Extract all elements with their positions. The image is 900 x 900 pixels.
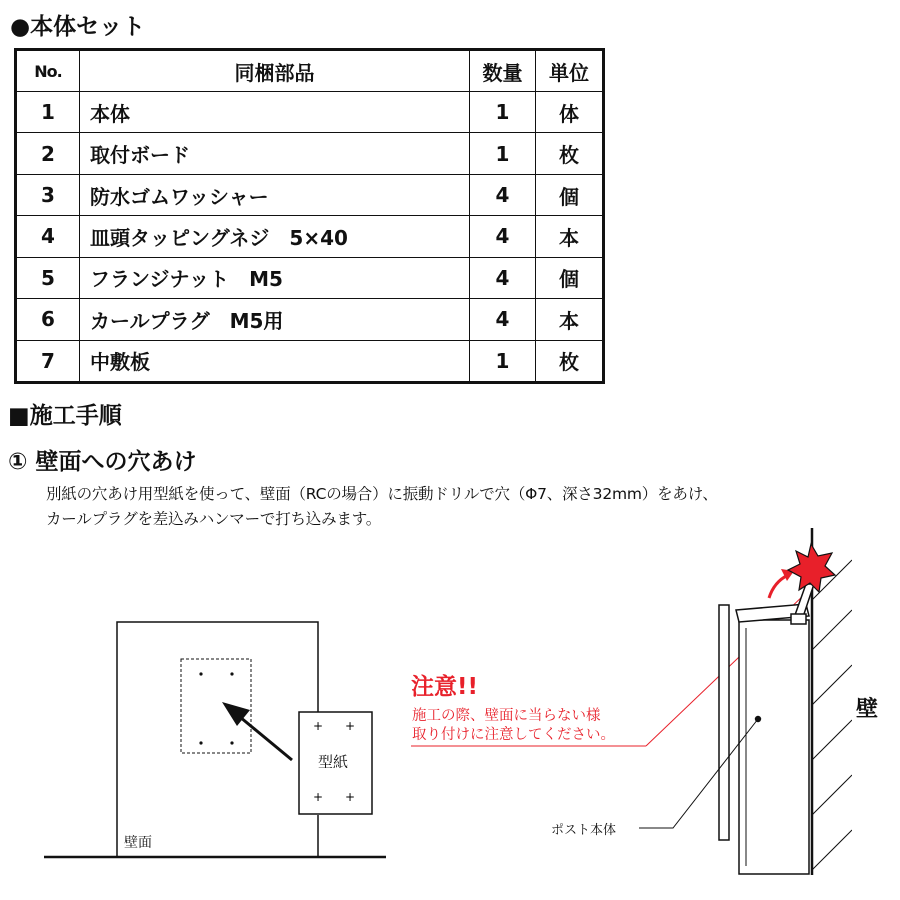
header-no: No. — [16, 50, 80, 92]
row-quantity: 4 — [470, 216, 536, 257]
row-unit: 本 — [536, 216, 604, 257]
procedure-section-title: ■施工手順 — [8, 403, 122, 429]
row-part-name: 防水ゴムワッシャー — [80, 174, 470, 215]
row-quantity: 1 — [470, 340, 536, 382]
drill-hole-mark — [230, 741, 233, 744]
arrow-shaft — [240, 717, 292, 760]
row-unit: 枚 — [536, 133, 604, 174]
row-quantity: 4 — [470, 257, 536, 298]
row-unit: 個 — [536, 174, 604, 215]
row-no: 6 — [16, 299, 80, 340]
row-part-name: フランジナット M5 — [80, 257, 470, 298]
post-drawing — [639, 528, 852, 875]
row-quantity: 1 — [470, 92, 536, 133]
plus-mark: + — [312, 719, 324, 733]
wall-surface-label: 壁面 — [124, 835, 152, 851]
drill-hole-mark — [199, 741, 202, 744]
row-no: 2 — [16, 133, 80, 174]
row-unit: 個 — [536, 257, 604, 298]
row-quantity: 1 — [470, 133, 536, 174]
caution-line2: 取り付けに注意してください。 — [412, 727, 615, 743]
plus-mark: + — [312, 790, 324, 804]
drill-area-dashed — [181, 659, 251, 753]
step1-title: ① 壁面への穴あけ — [8, 449, 197, 475]
row-quantity: 4 — [470, 174, 536, 215]
row-no: 5 — [16, 257, 80, 298]
plus-mark: + — [344, 790, 356, 804]
plus-mark: + — [344, 719, 356, 733]
header-quantity: 数量 — [470, 50, 536, 92]
row-no: 3 — [16, 174, 80, 215]
row-part-name: 中敷板 — [80, 340, 470, 382]
post-body-label: ポスト本体 — [551, 823, 617, 838]
row-unit: 本 — [536, 299, 604, 340]
row-no: 7 — [16, 340, 80, 382]
row-part-name: 取付ボード — [80, 133, 470, 174]
caution-title: 注意!! — [411, 674, 478, 700]
motion-arrow — [769, 575, 788, 598]
header-part-name: 同梱部品 — [80, 50, 470, 92]
row-quantity: 4 — [470, 299, 536, 340]
wall-outline — [117, 622, 318, 857]
step1-description-line2: カールプラグを差込みハンマーで打ち込みます。 — [46, 510, 382, 528]
post-body — [739, 620, 809, 874]
impact-burst-icon — [788, 544, 835, 592]
row-part-name: 本体 — [80, 92, 470, 133]
wall-drawing — [44, 622, 386, 857]
step1-description-line1: 別紙の穴あけ用型紙を使って、壁面（RCの場合）に振動ドリルで穴（Φ7、深さ32mm）をあけ、 — [46, 485, 718, 503]
row-no: 4 — [16, 216, 80, 257]
row-no: 1 — [16, 92, 80, 133]
template-label: 型紙 — [318, 753, 349, 771]
header-unit: 単位 — [536, 50, 604, 92]
wall-label: 壁 — [856, 697, 879, 722]
row-unit: 枚 — [536, 340, 604, 382]
row-part-name: 皿頭タッピングネジ 5×40 — [80, 216, 470, 257]
row-part-name: カールプラグ M5用 — [80, 299, 470, 340]
mounting-board — [719, 605, 729, 840]
drill-hole-mark — [230, 672, 233, 675]
set-section-title: ●本体セット — [10, 14, 146, 40]
caution-line1: 施工の際、壁面に当らない様 — [412, 708, 601, 724]
row-unit: 体 — [536, 92, 604, 133]
wall-hatching — [812, 560, 852, 870]
post-hinge — [791, 614, 806, 624]
drill-hole-mark — [199, 672, 202, 675]
